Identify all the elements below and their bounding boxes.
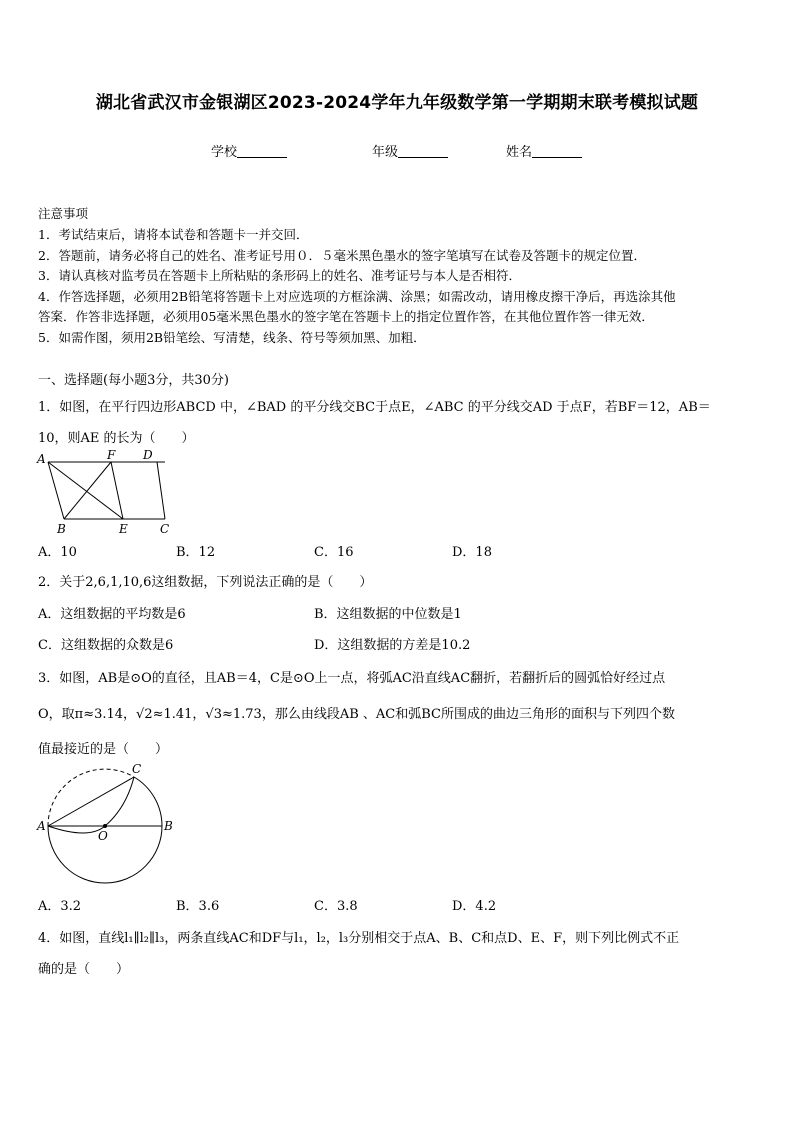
q3-option-a[interactable]: A．3.2: [38, 899, 82, 914]
notice-item: 5．如需作图，须用2B铅笔绘、写清楚，线条、符号等须加黑、加粗．: [38, 330, 426, 345]
page-title: 湖北省武汉市金银湖区2023-2024学年九年级数学第一学期期末联考模拟试题: [95, 93, 699, 113]
q3-circle-figure: [34, 760, 184, 890]
notice-item: 3．请认真核对监考员在答题卡上所粘贴的条形码上的姓名、准考证号与本人是否相符．: [38, 268, 521, 283]
school-blank[interactable]: [237, 143, 287, 158]
notice-heading: 注意事项: [38, 206, 89, 221]
q1-parallelogram-figure: [34, 448, 184, 540]
grade-label: 年级: [372, 145, 399, 160]
notice-item: 4．作答选择题，必须用2B铅笔将答题卡上对应选项的方框涂满、涂黑；如需改动，请用橡皮擦干净后，再选涂其他: [38, 289, 676, 304]
notice-item: 1．考试结束后，请将本试卷和答题卡一并交回．: [38, 227, 309, 242]
q1-label-c: C: [160, 522, 170, 536]
section-heading: 一、选择题(每小题3分，共30分): [38, 373, 229, 388]
q4-stem-line2: 确的是（ ）: [38, 962, 130, 977]
school-label: 学校: [211, 145, 238, 160]
q3-label-a: A: [37, 819, 46, 833]
q1-label-d: D: [143, 448, 153, 462]
q1-option-a[interactable]: A．10: [38, 545, 77, 560]
q3-stem-line3: 值最接近的是（ ）: [38, 742, 169, 757]
q2-option-c[interactable]: C．这组数据的众数是6: [38, 638, 174, 653]
q1-label-b: B: [57, 522, 66, 536]
q3-option-c[interactable]: C．3.8: [314, 899, 358, 914]
q4-stem-line1: 4．如图，直线l₁∥l₂∥l₃，两条直线AC和DF与l₁，l₂，l₃分别相交于点A、B、C和点D、E、F，则下列比例式不正: [38, 931, 680, 946]
q1-label-a: A: [37, 452, 46, 466]
notice-item: 2．答题前，请务必将自己的姓名、准考证号用０．５毫米黑色墨水的签字笔填写在试卷及答题卡的规定位置．: [38, 248, 646, 263]
q3-stem-line2: O，取π≈3.14，√2≈1.41，√3≈1.73，那么由线段AB 、AC和弧BC所围成的曲边三角形的面积与下列四个数: [38, 707, 675, 722]
q1-stem-line2: 10，则AE 的长为（ ）: [38, 431, 195, 446]
school-field: [211, 141, 287, 160]
grade-field: [372, 141, 448, 160]
q3-option-d[interactable]: D．4.2: [452, 899, 497, 914]
name-field: [506, 141, 582, 160]
q3-stem-line1: 3．如图，AB是⊙O的直径，且AB＝4，C是⊙O上一点，将弧AC沿直线AC翻折，若翻折后的圆弧恰好经过点: [38, 671, 666, 686]
q1-label-f: F: [107, 448, 116, 462]
q2-option-a[interactable]: A．这组数据的平均数是6: [38, 607, 186, 622]
q1-option-d[interactable]: D．18: [452, 545, 492, 560]
q2-option-b[interactable]: B．这组数据的中位数是1: [314, 607, 462, 622]
q1-option-c[interactable]: C．16: [314, 545, 354, 560]
q2-stem: 2．关于2,6,1,10,6这组数据，下列说法正确的是（ ）: [38, 575, 373, 590]
notice-item: 答案．作答非选择题，必须用05毫米黑色墨水的签字笔在答题卡上的指定位置作答，在其他位置作答一律无效．: [38, 309, 654, 324]
q1-option-b[interactable]: B．12: [176, 545, 216, 560]
q3-label-o: O: [98, 829, 108, 843]
grade-blank[interactable]: [398, 143, 448, 158]
name-blank[interactable]: [532, 143, 582, 158]
q3-option-b[interactable]: B．3.6: [176, 899, 220, 914]
q1-label-e: E: [119, 522, 128, 536]
name-label: 姓名: [506, 145, 533, 160]
q1-stem-line1: 1．如图，在平行四边形ABCD 中，∠BAD 的平分线交BC于点E，∠ABC 的平分线交AD 于点F，若BF＝12，AB＝: [38, 400, 711, 415]
q3-label-b: B: [164, 819, 173, 833]
q2-option-d[interactable]: D．这组数据的方差是10.2: [314, 638, 471, 653]
q3-label-c: C: [132, 762, 142, 776]
